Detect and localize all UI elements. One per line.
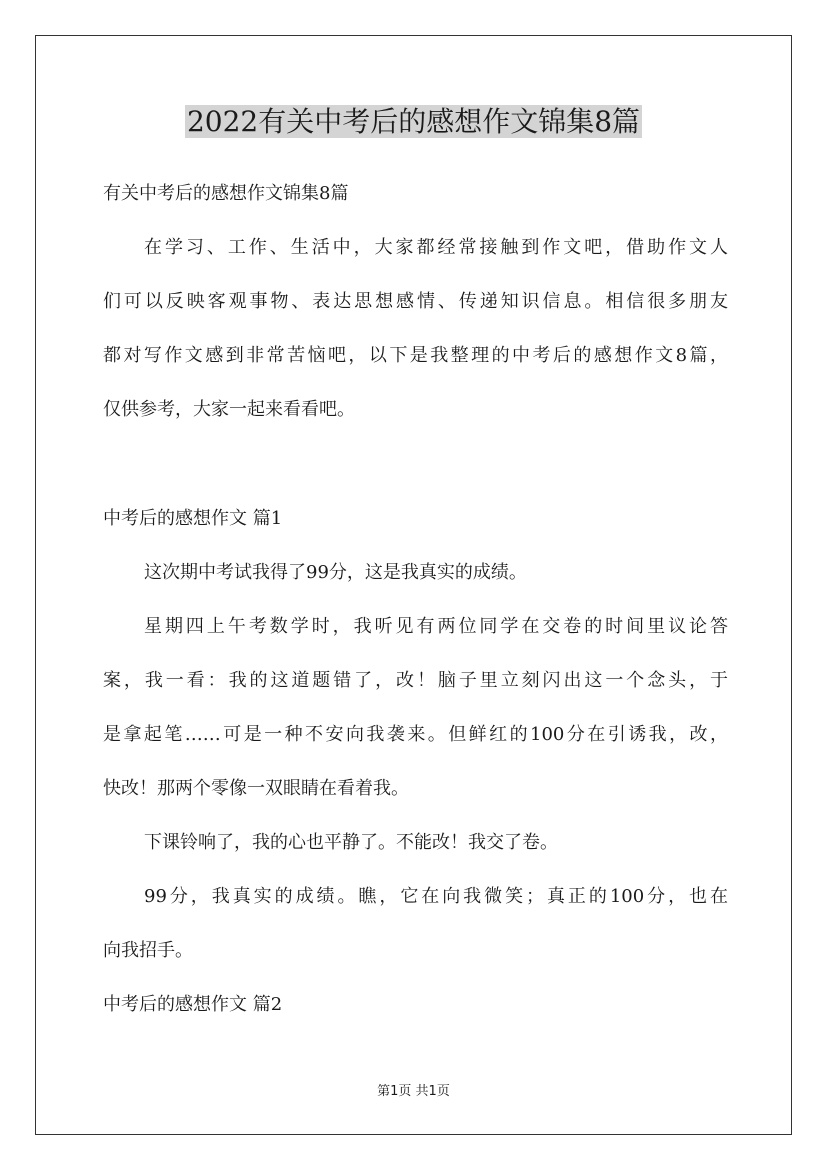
intro-line: 在学习、工作、生活中，大家都经常接触到作文吧，借助作文人	[144, 237, 728, 258]
paragraph-line: 下课铃响了，我的心也平静了。不能改！我交了卷。	[144, 832, 558, 853]
paragraph-line: 这次期中考试我得了99分，这是我真实的成绩。	[144, 562, 527, 583]
paragraph-line: 向我招手。	[103, 940, 193, 961]
paragraph-line: 快改！那两个零像一双眼睛在看着我。	[103, 778, 409, 799]
document-title	[0, 102, 827, 142]
paragraph-line: 案，我一看：我的这道题错了，改！脑子里立刻闪出这一个念头，于	[103, 670, 728, 691]
paragraph-line: 星期四上午考数学时，我听见有两位同学在交卷的时间里议论答	[144, 616, 728, 637]
intro-line: 仅供参考，大家一起来看看吧。	[103, 399, 355, 420]
section-heading-2: 中考后的感想作文 篇2	[103, 994, 283, 1015]
document-title-text: 2022有关中考后的感想作文锦集8篇	[186, 105, 641, 138]
paragraph-line: 是拿起笔……可是一种不安向我袭来。但鲜红的100分在引诱我，改，	[103, 724, 728, 745]
section-heading-1: 中考后的感想作文 篇1	[103, 508, 283, 529]
paragraph-line: 99分，我真实的成绩。瞧，它在向我微笑；真正的100分，也在	[144, 886, 728, 907]
intro-line: 都对写作文感到非常苦恼吧，以下是我整理的中考后的感想作文8篇，	[103, 345, 728, 366]
document-subtitle: 有关中考后的感想作文锦集8篇	[103, 183, 349, 204]
intro-line: 们可以反映客观事物、表达思想感情、传递知识信息。相信很多朋友	[103, 291, 728, 312]
page-footer: 第1页 共1页	[377, 1084, 450, 1099]
